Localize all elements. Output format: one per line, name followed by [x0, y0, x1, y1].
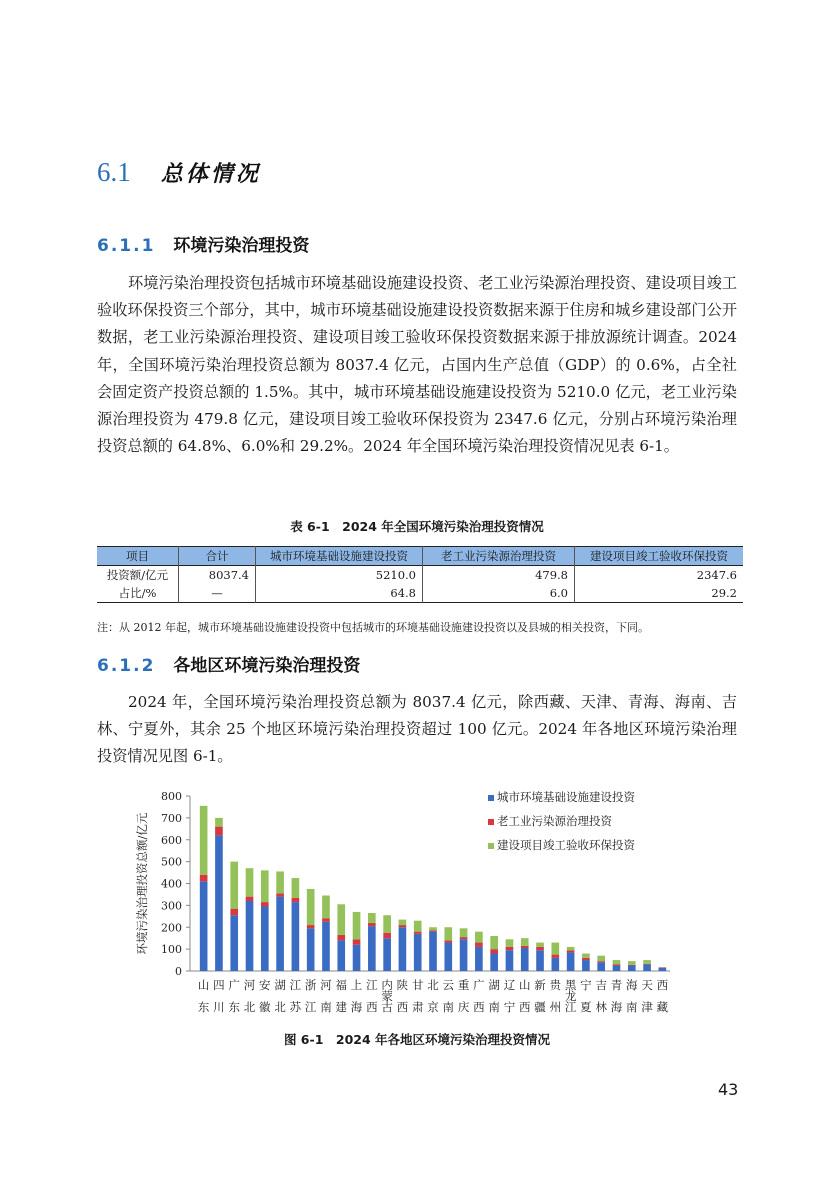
x-tick-label: 海	[626, 978, 638, 992]
bar-segment	[200, 875, 208, 882]
bar-segment	[444, 927, 452, 940]
table-note: 注：从 2012 年起，城市环境基础设施建设投资中包括城市的环境基础设施建设投资以及县城的相关投资，下同。	[97, 621, 649, 634]
bar-segment	[429, 927, 437, 930]
subsection-heading-2	[97, 651, 360, 676]
x-tick-label: 吉	[595, 978, 607, 992]
x-tick-label: 建	[335, 1000, 348, 1014]
subsection-title-2: 各地区环境污染治理投资	[173, 656, 361, 676]
x-tick-label: 湖	[274, 978, 286, 992]
bar-segment	[597, 956, 605, 961]
table-header-cell: 合计	[179, 547, 256, 566]
bar-segment	[628, 965, 636, 966]
x-tick-label: 林	[595, 1000, 607, 1014]
bar-segment	[521, 948, 529, 971]
section-number: 6.1	[97, 157, 131, 187]
bar-segment	[292, 878, 300, 898]
x-tick-label: 江	[564, 1000, 577, 1014]
bar-segment	[460, 939, 468, 971]
bar-segment	[383, 915, 391, 933]
bar-segment	[628, 966, 636, 971]
x-tick-label: 辽	[503, 978, 516, 992]
bar-segment	[613, 960, 621, 964]
x-tick-label: 川	[213, 1000, 225, 1014]
subsection-title-1: 环境污染治理投资	[173, 236, 310, 256]
bar-segment	[230, 915, 238, 971]
table-cell: 6.0	[423, 584, 575, 603]
bar-segment	[444, 940, 452, 942]
x-tick-label: 苏	[289, 1000, 302, 1014]
investment-table	[97, 546, 743, 603]
x-tick-label: 湖	[488, 978, 500, 992]
bar-segment	[215, 827, 223, 836]
table-cell: 8037.4	[179, 566, 256, 585]
legend-swatch	[488, 795, 494, 801]
x-tick-label: 北	[274, 1000, 286, 1014]
bar-segment	[414, 932, 422, 934]
x-tick-label: 山	[518, 978, 531, 992]
bar-segment	[337, 940, 345, 971]
bar-segment	[337, 935, 345, 940]
x-tick-label: 西	[396, 1000, 409, 1014]
bar-segment	[597, 962, 605, 971]
x-tick-label: 东	[228, 1000, 240, 1014]
table-cell: 29.2	[575, 584, 744, 603]
bar-segment	[307, 889, 315, 925]
bar-segment	[429, 931, 437, 932]
x-tick-label: 津	[641, 1000, 653, 1014]
table-cell: 2347.6	[575, 566, 744, 585]
table-header-cell: 项目	[97, 547, 179, 566]
bar-segment	[490, 936, 498, 949]
bar-segment	[292, 902, 300, 971]
bar-segment	[536, 947, 544, 950]
bar-segment	[322, 919, 330, 922]
x-tick-label: 广	[473, 978, 485, 992]
x-tick-label: 青	[610, 978, 623, 992]
bar-segment	[200, 806, 208, 875]
x-tick-label: 徽	[259, 1000, 271, 1014]
legend-label: 老工业污染源治理投资	[497, 814, 612, 828]
x-tick-label: 疆	[534, 1000, 546, 1014]
bar-segment	[506, 950, 514, 971]
bar-segment	[444, 943, 452, 971]
y-axis-label: 环境污染治理投资总额/亿元	[135, 812, 149, 955]
bar-segment	[475, 932, 483, 943]
table-cell: —	[179, 584, 256, 603]
bar-segment	[322, 896, 330, 919]
table-header-cell: 老工业污染源治理投资	[423, 547, 575, 566]
bar-segment	[659, 968, 667, 971]
bar-segment	[414, 934, 422, 971]
y-tick-label: 800	[161, 790, 182, 803]
bar-segment	[276, 897, 284, 971]
x-tick-label: 河	[243, 978, 256, 992]
figure-caption: 图 6-1 2024 年各地区环境污染治理投资情况	[283, 1032, 551, 1047]
bar-segment	[567, 952, 575, 971]
table-row	[97, 584, 743, 603]
bar-segment	[353, 912, 361, 939]
x-tick-label: 古	[381, 1000, 393, 1014]
bar-segment	[246, 897, 254, 901]
x-tick-label: 西	[656, 978, 669, 992]
x-tick-label: 南	[320, 1000, 332, 1014]
bar-segment	[200, 881, 208, 971]
y-tick-label: 700	[161, 811, 182, 825]
bar-segment	[276, 893, 284, 896]
y-tick-label: 300	[161, 899, 182, 913]
x-tick-label: 山	[197, 978, 210, 992]
paragraph-2: 2024 年，全国环境污染治理投资总额为 8037.4 亿元，除西藏、天津、青海、海南、吉林、宁夏外，其余 25 个地区环境污染治理投资超过 100 亿元。2024 年各地区环境污染治理投资情况见图 6-1。	[97, 693, 737, 766]
bar-segment	[490, 954, 498, 972]
x-tick-label: 重	[457, 978, 470, 992]
x-tick-label: 江	[289, 978, 302, 992]
bar-segment	[490, 949, 498, 953]
bar-segment	[552, 955, 560, 958]
x-tick-label: 四	[213, 978, 225, 992]
bar-segment	[567, 950, 575, 952]
legend-swatch	[488, 843, 494, 849]
x-tick-label: 海	[350, 1000, 363, 1014]
bar-segment	[582, 960, 590, 971]
bar-segment	[643, 964, 651, 965]
bar-segment	[536, 943, 544, 947]
bar-segment	[368, 926, 376, 971]
y-tick-label: 500	[161, 855, 182, 869]
x-tick-label: 北	[243, 1000, 256, 1014]
regional-investment-chart	[120, 785, 680, 1025]
bar-segment	[215, 818, 223, 827]
x-tick-label: 蒙	[381, 989, 393, 1003]
section-title: 总体情况	[160, 162, 261, 187]
table-cell: 5210.0	[256, 566, 423, 585]
x-tick-label: 西	[518, 1000, 531, 1014]
x-tick-label: 南	[442, 1000, 455, 1014]
x-tick-label: 陕	[396, 978, 409, 992]
bar-segment	[475, 947, 483, 971]
bar-segment	[383, 938, 391, 971]
bar-segment	[261, 870, 269, 902]
x-tick-label: 安	[259, 978, 271, 992]
x-tick-label: 宁	[503, 1000, 516, 1014]
bar-segment	[552, 958, 560, 971]
x-tick-label: 广	[228, 978, 240, 992]
x-tick-label: 西	[366, 1000, 378, 1014]
bar-segment	[521, 938, 529, 946]
x-tick-label: 庆	[457, 1000, 470, 1014]
y-tick-label: 400	[161, 877, 182, 891]
table-cell: 占比/%	[118, 586, 157, 600]
table-row	[97, 566, 743, 585]
bar-segment	[613, 966, 621, 971]
bar-segment	[383, 933, 391, 938]
x-tick-label: 宁	[580, 978, 592, 992]
bar-segment	[597, 961, 605, 962]
x-tick-label: 甘	[411, 978, 424, 992]
x-tick-label: 州	[549, 1000, 562, 1014]
x-tick-label: 南	[488, 1000, 500, 1014]
x-tick-label: 北	[427, 978, 439, 992]
x-tick-label: 藏	[656, 1000, 669, 1014]
bar-segment	[292, 898, 300, 902]
bar-segment	[337, 904, 345, 935]
bar-segment	[261, 902, 269, 906]
bar-segment	[460, 928, 468, 937]
x-tick-label: 黑	[564, 978, 577, 992]
bar-segment	[230, 909, 238, 916]
x-tick-label: 福	[335, 978, 348, 992]
subsection-number-1: 6.1.1	[97, 236, 156, 256]
bar-segment	[521, 946, 529, 948]
subsection-heading-1	[97, 231, 309, 256]
subsection-number-2: 6.1.2	[97, 656, 156, 676]
bar-segment	[399, 920, 407, 925]
x-tick-label: 上	[350, 978, 363, 992]
x-tick-label: 南	[626, 1000, 638, 1014]
bar-segment	[460, 937, 468, 939]
x-tick-label: 京	[427, 1000, 439, 1014]
y-tick-label: 600	[161, 833, 182, 847]
bar-segment	[368, 913, 376, 923]
x-tick-label: 江	[304, 1000, 317, 1014]
table-caption: 表 6-1 2024 年全国环境污染治理投资情况	[290, 519, 544, 534]
x-tick-label: 天	[641, 978, 653, 992]
bar-segment	[276, 871, 284, 893]
legend-label: 城市环境基础设施建设投资	[497, 790, 635, 804]
x-tick-label: 浙	[304, 978, 317, 992]
legend-label: 建设项目竣工验收环保投资	[497, 838, 635, 852]
section-heading	[97, 157, 261, 188]
table-header-cell: 城市环境基础设施建设投资	[256, 547, 423, 566]
table-cell: 479.8	[423, 566, 575, 585]
bar-segment	[536, 950, 544, 971]
table-header-row	[97, 547, 743, 566]
x-tick-label: 肃	[411, 1000, 424, 1014]
bar-segment	[506, 947, 514, 950]
bar-segment	[399, 927, 407, 971]
bar-segment	[414, 921, 422, 932]
bar-segment	[353, 945, 361, 971]
bar-segment	[261, 906, 269, 971]
legend-swatch	[488, 819, 494, 825]
bar-segment	[399, 925, 407, 927]
table-cell: 64.8	[256, 584, 423, 603]
x-tick-label: 龙	[564, 989, 577, 1003]
table-cell: 投资额/亿元	[106, 568, 169, 582]
bar-segment	[307, 928, 315, 971]
bar-segment	[246, 901, 254, 971]
bar-segment	[215, 835, 223, 971]
x-tick-label: 夏	[580, 1000, 592, 1014]
bar-segment	[475, 943, 483, 947]
x-tick-label: 云	[442, 978, 455, 992]
bar-segment	[643, 960, 651, 964]
page-number: 43	[718, 1080, 739, 1099]
bar-segment	[353, 939, 361, 944]
y-tick-label: 200	[161, 921, 182, 935]
bar-segment	[246, 868, 254, 896]
x-tick-label: 内	[381, 978, 393, 992]
y-tick-label: 100	[161, 943, 182, 957]
paragraph-1: 环境污染治理投资包括城市环境基础设施建设投资、老工业污染源治理投资、建设项目竣工验收环保投资三个部分，其中，城市环境基础设施建设投资数据来源于住房和城乡建设部门公开数据，老工业污染源治理投资、建设项目竣工验收环保投资数据来源于排放源统计调查。2024 年，全国环境污染治理投资总额为 8037.4 亿元，占国内生产总值（GDP）的 0.6%，占全社会固定资产投资总额的 1.5%。其中，城市环境基础设施建设投资为 5210.0 亿元，老工业污染源治理投资为 479.8 亿元，建设项目竣工验收环保投资为 2347.6 亿元，分别占环境污染治理投资总额的 64.8%、6.0%和 29.2%。2024 年全国环境污染治理投资情况见表 6-1。	[97, 274, 737, 456]
x-tick-label: 东	[197, 1000, 210, 1014]
bar-segment	[368, 923, 376, 926]
bar-segment	[506, 939, 514, 947]
x-tick-label: 贵	[549, 978, 562, 992]
x-tick-label: 西	[473, 1000, 485, 1014]
bar-segment	[322, 922, 330, 971]
bar-segment	[230, 862, 238, 909]
bar-segment	[643, 964, 651, 971]
bar-segment	[582, 954, 590, 958]
x-tick-label: 新	[534, 978, 546, 992]
x-tick-label: 海	[610, 1000, 623, 1014]
table-header-cell: 建设项目竣工验收环保投资	[575, 547, 744, 566]
bar-segment	[429, 932, 437, 971]
bar-segment	[613, 964, 621, 965]
bar-segment	[552, 943, 560, 955]
x-tick-label: 河	[320, 978, 332, 992]
bar-segment	[582, 958, 590, 960]
y-tick-label: 0	[175, 965, 182, 978]
bar-segment	[567, 947, 575, 950]
bar-segment	[628, 961, 636, 965]
bar-segment	[307, 925, 315, 928]
x-tick-label: 江	[366, 978, 378, 992]
